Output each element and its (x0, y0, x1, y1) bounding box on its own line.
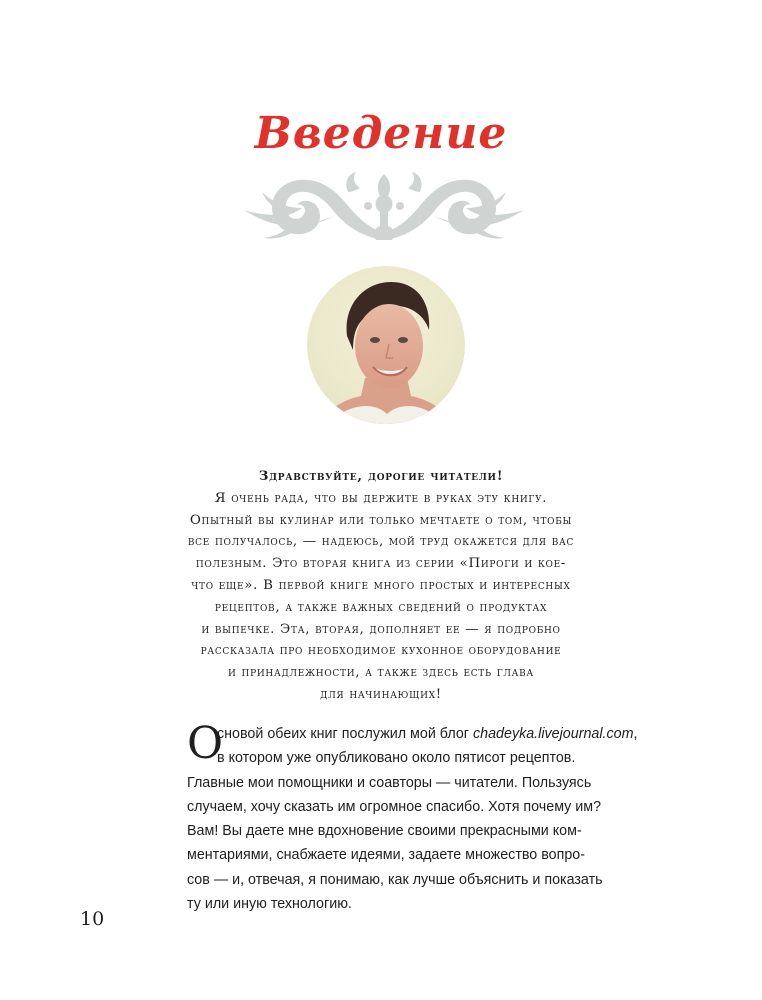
greeting-line: полезным. Это вторая книга из серии «Пироги и кое- (195, 556, 567, 572)
drop-cap: О (187, 718, 224, 769)
body-paragraph (187, 718, 638, 916)
greeting-paragraph (150, 466, 612, 706)
greeting-line: Опытный вы кулинар или только мечтаете о том, чтобы (189, 512, 573, 528)
greeting-line: что еще». В первой книге много простых и интересных (191, 577, 571, 593)
body-line-text: сновой обеих книг послужил мой блог (217, 726, 473, 742)
chapter-title: Введение (254, 108, 508, 159)
greeting-line: и принадлежности, а также здесь есть глава (228, 665, 534, 681)
body-line: сов — и, отвечая, я понимаю, как лучше объяснить и показать (187, 871, 603, 888)
floral-ornament-icon (236, 170, 532, 248)
greeting-line: рецептов, а также важных сведений о продуктах (214, 599, 548, 615)
body-line-punct: , (633, 726, 638, 742)
body-line (187, 722, 638, 746)
body-line: случаем, хочу сказать им огромное спасибо. Хотя почему им? (187, 798, 602, 815)
greeting-line: и выпечке. Эта, вторая, дополняет ее — я подробно (201, 621, 561, 637)
body-line: в котором уже опубликовано около пятисот рецептов. (217, 750, 576, 767)
greeting-heading: Здравствуйте, дорогие читатели! (258, 468, 504, 484)
greeting-line: для начинающих! (320, 686, 442, 702)
page-number: 10 (80, 908, 105, 930)
body-line: ту или иную технологию. (187, 896, 352, 913)
blog-link[interactable]: chadeyka.livejournal.com (472, 726, 634, 742)
body-line: Главные мои помощники и соавторы — читатели. Пользуясь (187, 774, 592, 791)
author-portrait (307, 266, 465, 424)
body-line: ментариями, снабжаете идеями, задаете множество вопро- (187, 847, 586, 864)
greeting-line: Я очень рада, что вы держите в руках эту книгу. (214, 490, 548, 506)
body-line: Вам! Вы даете мне вдохновение своими прекрасными ком- (187, 823, 582, 840)
greeting-line: рассказала про необходимое кухонное оборудование (200, 643, 562, 659)
greeting-line: все получалось, — надеюсь, мой труд окажется для вас (187, 534, 575, 550)
